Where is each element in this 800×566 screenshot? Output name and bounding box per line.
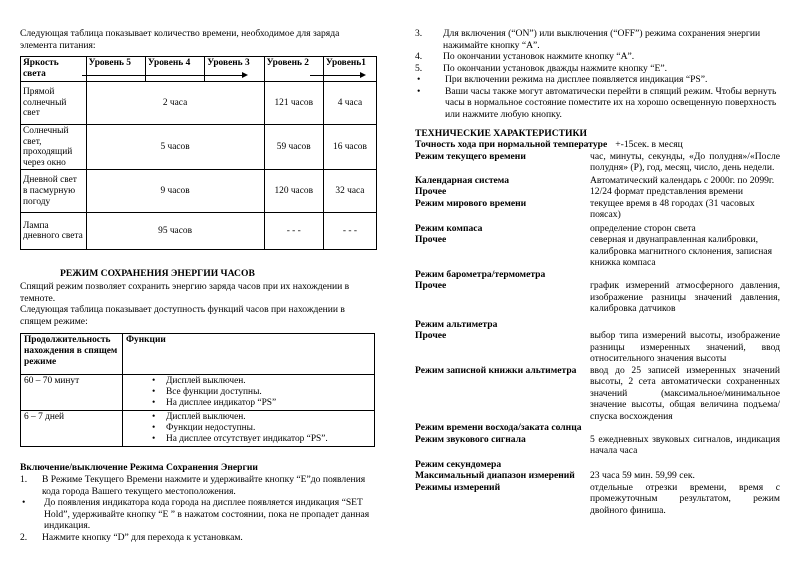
row-level-1-value: 16 часов — [323, 125, 376, 170]
row-level-2-value: 120 часов — [264, 170, 323, 213]
spec-label: Режим записной книжки альтиметра — [415, 364, 577, 376]
row-level-2-value: - - - — [264, 213, 323, 250]
level-arrow-head-2 — [360, 72, 366, 78]
functions-list — [126, 412, 371, 445]
step-text: Ваши часы также могут автоматически перейти в спящий режим. Чтобы вернуть часы в нормальное состояние поместите их на хорошо освещенную поверхность или нажмите любую кнопку. — [445, 85, 777, 120]
level-arrow-head — [242, 72, 248, 78]
header-functions: Функции — [123, 334, 375, 375]
list-item — [415, 51, 780, 63]
step-text: Нажмите кнопку “D” для перехода к установкам. — [42, 531, 243, 543]
header-level-4: Уровень 4 — [145, 57, 204, 82]
list-item — [415, 63, 780, 75]
spec-label: Режим альтиметра — [415, 318, 498, 330]
header-level-3: Уровень 3 — [205, 57, 264, 82]
duration-cell: 60 – 70 минут — [21, 375, 123, 411]
table-row — [21, 125, 377, 170]
row-label: Лампа дневного света — [21, 213, 87, 250]
onoff-title: Включение/выключение Режима Сохранения Энергии — [20, 462, 258, 473]
spec-value: час, минуты, секунды, «До полудня»/«После полудня» (Р), год, месяц, число, день недели. — [590, 150, 780, 173]
list-item — [415, 86, 780, 121]
spec-label: Максимальный диапазон измерений — [415, 470, 575, 481]
list-item: • Все функции доступны. — [152, 387, 371, 398]
functions-cell — [123, 411, 375, 447]
list-item — [20, 474, 375, 497]
functions-list — [126, 376, 371, 409]
spec-label: Прочее — [415, 280, 447, 291]
step-text: При включении режима на дисплее появляется индикация “PS”. — [445, 74, 708, 85]
list-item — [415, 28, 780, 51]
table-row — [21, 170, 377, 213]
step-text: До появления индикатора кода города на дисплее появляется индикация “SET Hold”, удерживайте кнопку “E ” в нажатом состоянии, пока не пропадет данная индикация. — [44, 497, 370, 531]
sleep-mode-text — [20, 281, 375, 327]
spec-value: отдельные отрезки времени, время с промежуточным результатом, режим двойного финиша. — [590, 481, 780, 516]
row-span-value: 9 часов — [86, 170, 264, 213]
table-row — [21, 411, 375, 447]
row-span-value: 5 часов — [86, 125, 264, 170]
list-item — [415, 175, 780, 187]
sleep-mode-para-1: Спящий режим позволяет сохранить энергию заряда часов при их нахождении в темноте. — [20, 281, 350, 304]
list-item — [415, 365, 780, 423]
level-arrow-line-2 — [310, 75, 362, 76]
list-item — [415, 151, 780, 174]
spec-value: выбор типа измерений высоты, изображение разницы измеренных значений, ввод относительного значения высоты — [590, 330, 780, 364]
list-item — [415, 459, 780, 471]
spec-value: ввод до 25 записей измеренных значений высоты, 2 сета автоматически сохраненных значений (максимальное/минимальное значение высоты, общая величина подъема/спуска восхождения — [590, 364, 780, 422]
spec-label: Прочее — [415, 234, 447, 245]
list-item — [415, 280, 780, 315]
functions-cell — [123, 375, 375, 411]
sleep-function-table — [20, 333, 375, 447]
row-label: Прямой солнечный свет — [21, 82, 87, 125]
step-text: Для включения (“ON”) или выключения (“OFF”) режима сохранения энергии нажимайте кнопку “A”. — [443, 28, 761, 51]
table-row — [21, 213, 377, 250]
level-arrow-line — [82, 75, 246, 76]
row-level-2-value: 121 часов — [264, 82, 323, 125]
charge-time-table — [20, 56, 377, 250]
row-level-2-value: 59 часов — [264, 125, 323, 170]
spec-label: Режим звукового сигнала — [415, 433, 526, 445]
list-item — [415, 234, 780, 269]
step-marker: • — [22, 497, 26, 508]
row-level-1-value: - - - — [323, 213, 376, 250]
spec-value: 5 ежедневных звуковых сигналов, индикация начала часа — [590, 433, 780, 456]
specs-list — [415, 139, 780, 516]
func-table-header-row — [21, 334, 375, 375]
spec-row-accuracy — [415, 139, 780, 151]
step-marker: • — [417, 85, 421, 97]
row-label: Солнечный свет, проходящий через окно — [21, 125, 87, 170]
list-item — [415, 434, 780, 457]
onoff-steps-continued — [415, 28, 780, 120]
table-row — [21, 82, 377, 125]
onoff-steps — [20, 474, 375, 543]
step-text: В Режиме Текущего Времени нажмите и удерживайте кнопку “E”до появления кода города Вашего текущего местоположения. — [42, 474, 366, 497]
row-label: Дневной свет в пасмурную погоду — [21, 170, 87, 213]
list-item: • Функции недоступны. — [152, 423, 371, 434]
charge-table-header-row — [21, 57, 377, 82]
spec-label: Режим времени восхода/заката солнца — [415, 422, 582, 433]
spec-label: Режим секундомера — [415, 458, 502, 470]
step-marker: 5. — [415, 62, 423, 74]
step-marker: 4. — [415, 51, 423, 62]
list-item — [20, 497, 375, 532]
row-level-1-value: 4 часа — [323, 82, 376, 125]
spec-label: Режим текущего времени — [415, 150, 526, 162]
spec-label: Режим компаса — [415, 222, 483, 234]
spec-value: Автоматический календарь с 2000г. по 2099г. — [590, 174, 775, 186]
sleep-mode-title: РЕЖИМ СОХРАНЕНИЯ ЭНЕРГИИ ЧАСОВ — [60, 268, 255, 279]
row-level-1-value: 32 часа — [323, 170, 376, 213]
header-level-1: Уровень1 — [323, 57, 376, 82]
spec-value: текущее время в 48 городах (31 часовых поясах) — [590, 197, 755, 220]
spec-value: 23 часа 59 мин. 59,99 сек. — [590, 470, 695, 481]
header-level-2: Уровень 2 — [264, 57, 323, 82]
spec-value: определение сторон света — [590, 222, 696, 234]
spec-label: Календарная система — [415, 174, 510, 186]
step-marker: • — [417, 74, 421, 85]
list-item: • На дисплее индикатор “PS” — [152, 398, 371, 409]
list-item — [20, 532, 375, 544]
list-item — [415, 74, 780, 86]
step-text: По окончании установок нажмите кнопку “A”. — [443, 51, 635, 62]
spec-label: Прочее — [415, 186, 447, 197]
step-marker: 3. — [415, 28, 423, 39]
duration-cell: 6 – 7 дней — [21, 411, 123, 447]
list-item — [415, 223, 780, 235]
list-item — [415, 422, 780, 434]
step-text: По окончании установок дважды нажмите кнопку “E”. — [443, 62, 667, 74]
spec-value: +-15сек. в месяц — [615, 139, 683, 150]
list-item — [415, 269, 780, 281]
spec-value: северная и двунаправленная калибровки, калибровка магнитного склонения, записная книжка компаса — [590, 234, 773, 268]
spec-value: график измерений атмосферного давления, изображение разницы значений давления, калибровка датчиков — [590, 280, 780, 314]
list-item — [415, 198, 780, 221]
list-item — [415, 482, 780, 517]
row-span-value: 95 часов — [86, 213, 264, 250]
list-item — [415, 470, 780, 482]
spec-label: Точность хода при нормальной температуре — [415, 139, 608, 150]
header-level-5: Уровень 5 — [86, 57, 145, 82]
sleep-mode-para-2: Следующая таблица показывает доступность функций часов при нахождении в спящем режиме: — [20, 304, 345, 327]
step-marker: 1. — [20, 474, 28, 485]
list-item: • Дисплей выключен. — [152, 412, 371, 423]
row-span-value: 2 часа — [86, 82, 264, 125]
spec-value: 12/24 формат представления времени — [590, 186, 744, 197]
spec-label: Режимы измерений — [415, 481, 501, 493]
header-duration: Продолжительность нахождения в спящем режиме — [21, 334, 123, 375]
table-row — [21, 375, 375, 411]
header-brightness: Яркость света — [21, 57, 87, 82]
spec-label: Прочее — [415, 330, 447, 341]
list-item — [415, 330, 780, 365]
spec-label: Режим мирового времени — [415, 197, 527, 209]
charge-intro-text: Следующая таблица показывает количество времени, необходимое для заряда элемента питания: — [20, 28, 340, 51]
list-item — [415, 319, 780, 331]
list-item — [415, 186, 780, 198]
step-marker: 2. — [20, 531, 28, 543]
spec-label: Режим барометра/термометра — [415, 268, 546, 280]
specs-title: ТЕХНИЧЕСКИЕ ХАРАКТЕРИСТИКИ — [415, 128, 587, 139]
list-item: • Дисплей выключен. — [152, 376, 371, 387]
list-item: • На дисплее отсутствует индикатор “PS”. — [152, 434, 371, 445]
